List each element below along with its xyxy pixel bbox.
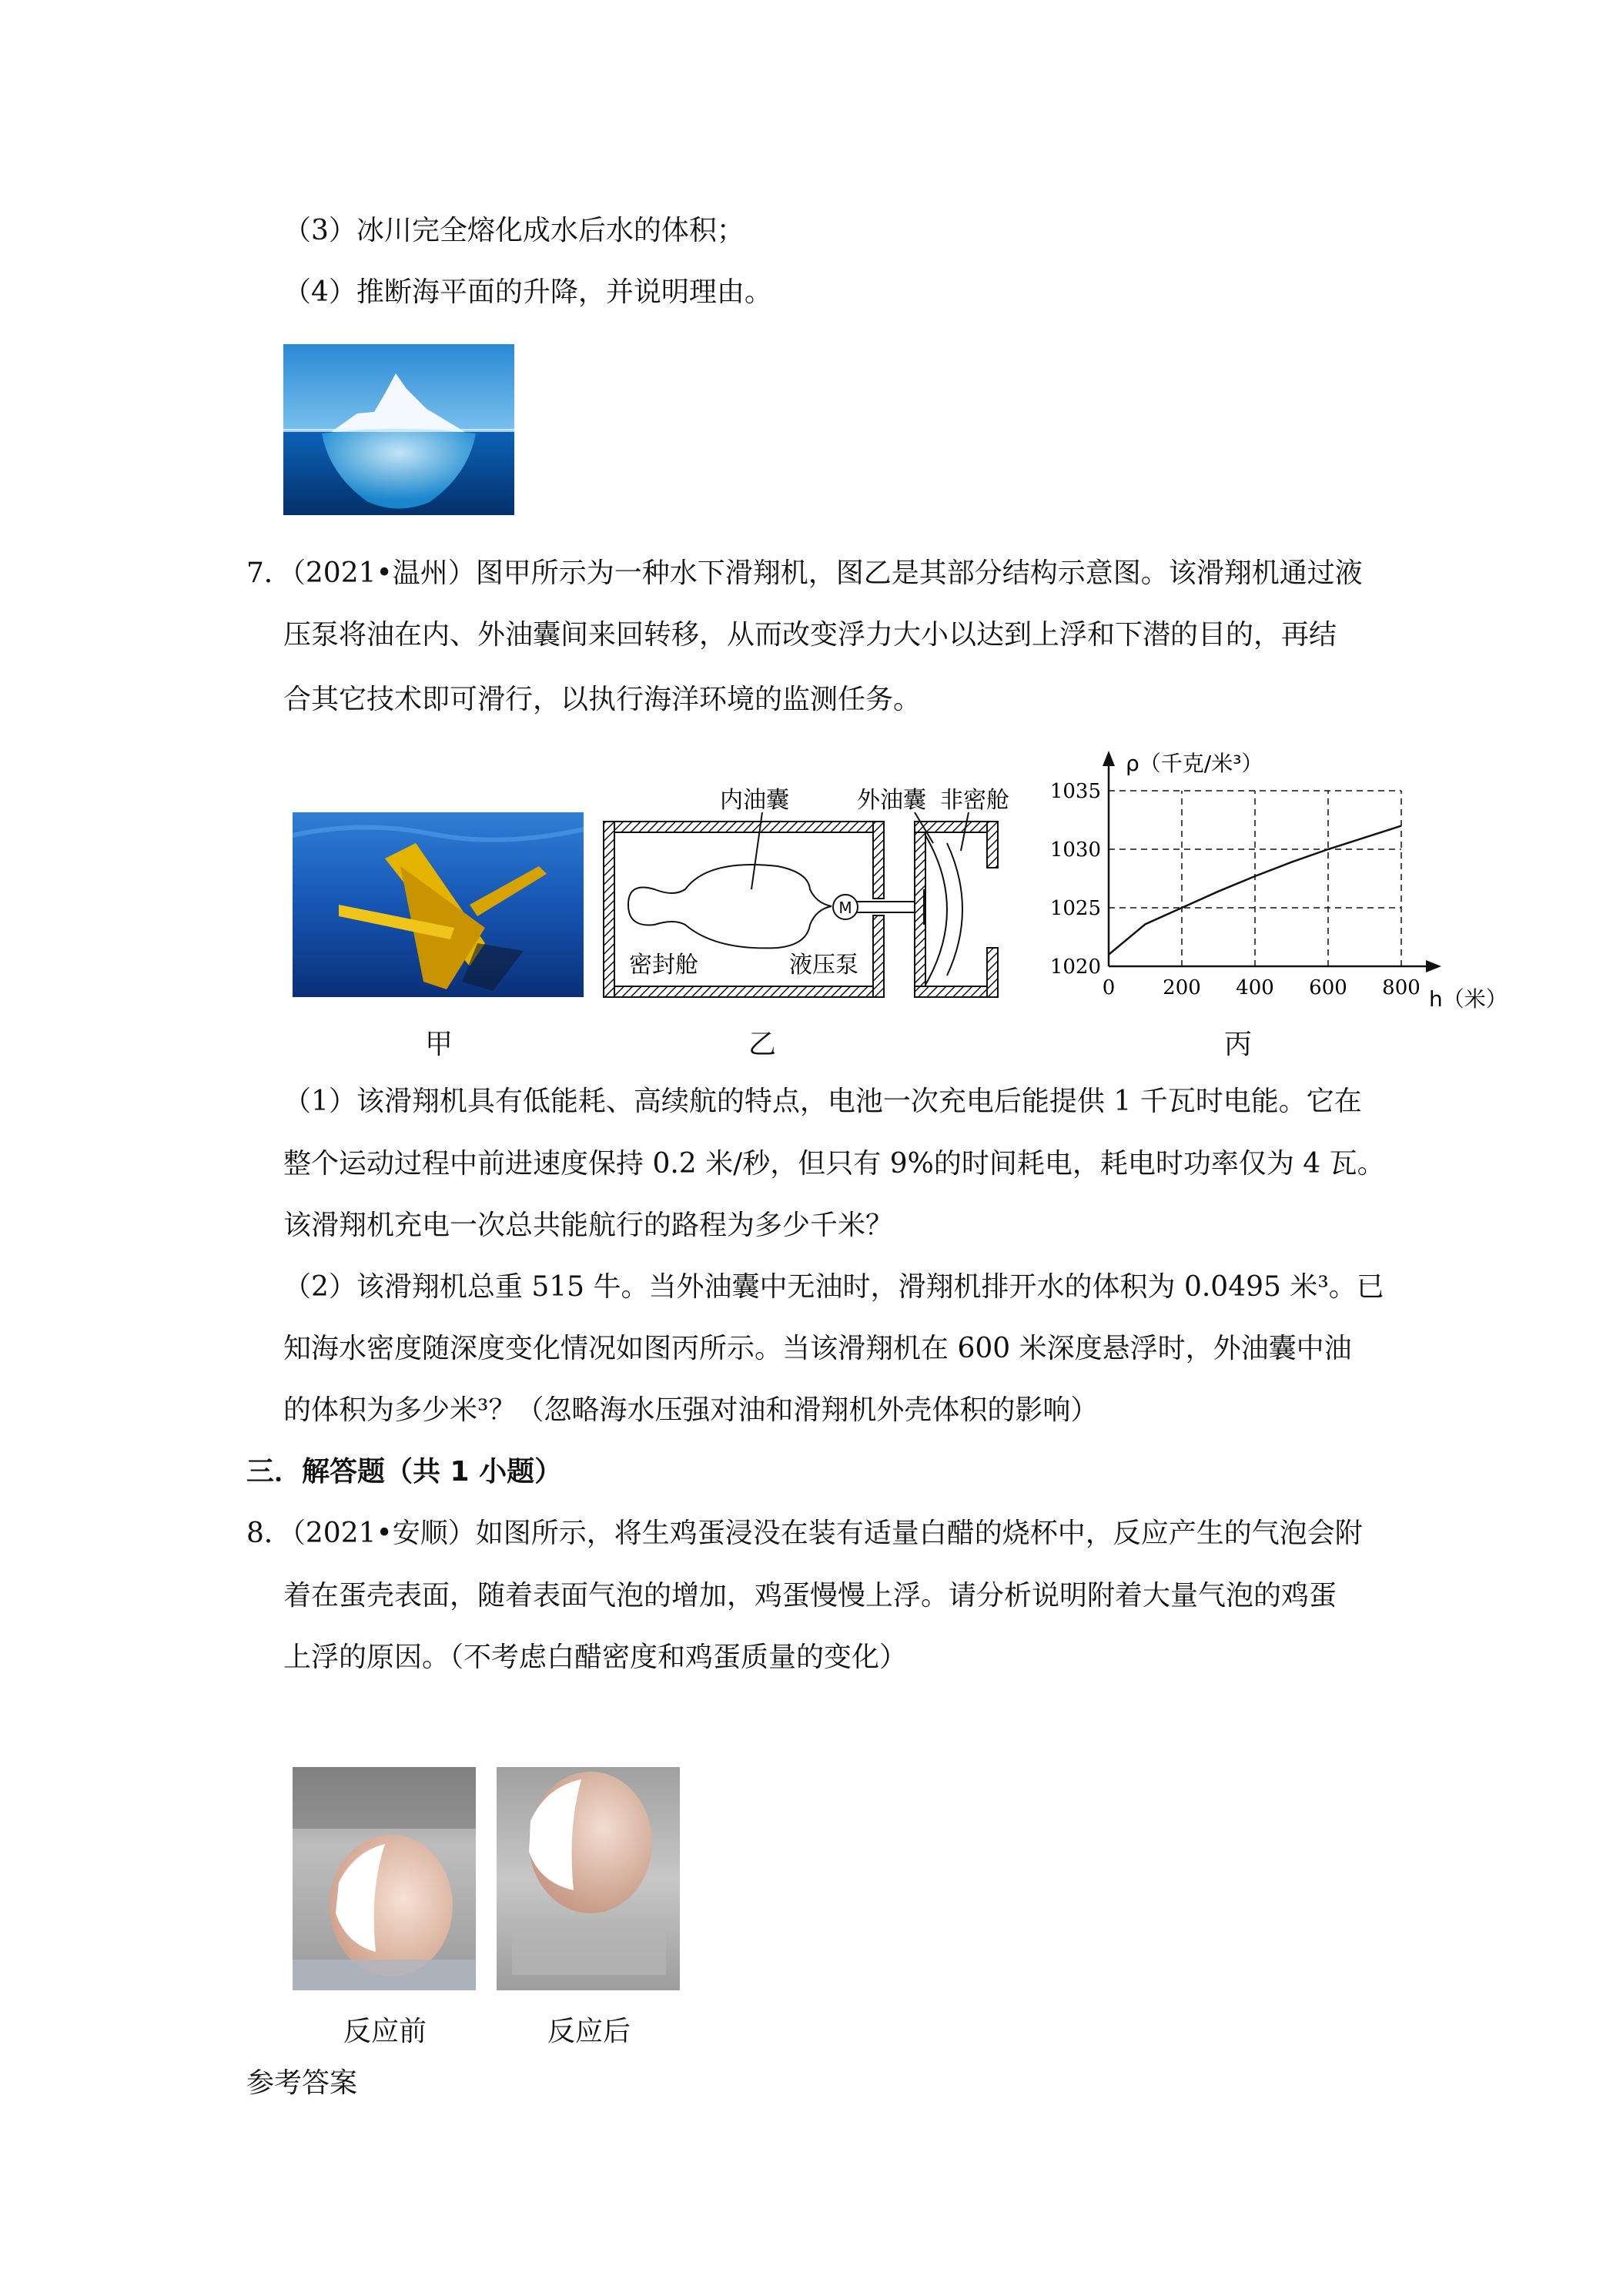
q7-part1-line1: （1）该滑翔机具有低能耗、高续航的特点，电池一次充电后能提供 1 千瓦时电能。它在: [283, 1086, 1362, 1117]
caption-yi: 乙: [748, 1029, 776, 1060]
section3-heading: 三．解答题（共 1 小题）: [246, 1456, 563, 1488]
label-inner-bag: 内油囊: [720, 787, 789, 814]
y-tick-1035: 1035: [1049, 780, 1101, 803]
structure-diagram: [601, 774, 1016, 1009]
q6-part4: （4）推断海平面的升降，并说明理由。: [283, 276, 772, 308]
q7-part2-line1: （2）该滑翔机总重 515 牛。当外油囊中无油时，滑翔机排开水的体积为 0.0495 米³。已: [283, 1271, 1384, 1303]
q7-stem-line1: 7．（2021•温州）图甲所示为一种水下滑翔机，图乙是其部分结构示意图。该滑翔机通过液: [246, 557, 1363, 589]
q7-part1-line3: 该滑翔机充电一次总共能航行的路程为多少千米？: [283, 1210, 894, 1241]
q6-part3: （3）冰川完全熔化成水后水的体积；: [283, 215, 745, 246]
q8-line1: 8．（2021•安顺）如图所示，将生鸡蛋浸没在装有适量白醋的烧杯中，反应产生的气泡会附: [246, 1518, 1363, 1549]
q7-stem-line3: 合其它技术即可滑行，以执行海洋环境的监测任务。: [283, 684, 922, 715]
motor-label: M: [838, 899, 852, 917]
q7-stem-line2: 压泵将油在内、外油囊间来回转移，从而改变浮力大小以达到上浮和下潜的目的，再结: [283, 619, 1337, 651]
label-outer-bag: 外油囊: [857, 787, 926, 814]
x-tick-0: 0: [1102, 976, 1116, 999]
chart-ylabel: ρ（千克/米³）: [1126, 751, 1263, 776]
density-chart: [1032, 743, 1509, 1012]
x-axis-arrow: [1426, 960, 1441, 972]
x-tick-800: 800: [1382, 976, 1421, 999]
answer-heading: 参考答案: [246, 2067, 358, 2099]
y-tick-1020: 1020: [1049, 956, 1101, 979]
caption-before: 反应前: [343, 2016, 427, 2047]
q8-line3: 上浮的原因。（不考虑白醋密度和鸡蛋质量的变化）: [283, 1642, 908, 1673]
egg-before-photo: [293, 1767, 476, 1990]
iceberg-image: [283, 344, 514, 515]
caption-after: 反应后: [547, 2016, 631, 2047]
q8-line2: 着在蛋壳表面，随着表面气泡的增加，鸡蛋慢慢上浮。请分析说明附着大量气泡的鸡蛋: [283, 1580, 1337, 1612]
label-unsealed-cabin: 非密舱: [940, 787, 1009, 814]
caption-bing: 丙: [1223, 1029, 1252, 1060]
x-tick-600: 600: [1309, 976, 1347, 999]
q7-part2-line2: 知海水密度随深度变化情况如图丙所示。当该滑翔机在 600 米深度悬浮时，外油囊中油: [283, 1333, 1352, 1364]
caption-jia: 甲: [424, 1029, 453, 1060]
y-tick-1030: 1030: [1049, 838, 1101, 862]
egg-after-photo: [497, 1767, 680, 1990]
glider-photo: [293, 812, 584, 997]
x-tick-200: 200: [1163, 976, 1201, 999]
label-pump: 液压泵: [789, 952, 858, 979]
q7-part2-line3: 的体积为多少米³？（忽略海水压强对油和滑翔机外壳体积的影响）: [283, 1394, 1099, 1426]
chart-xlabel: h（米）: [1429, 986, 1508, 1012]
x-tick-400: 400: [1236, 976, 1274, 999]
label-sealed-cabin: 密封舱: [629, 952, 698, 979]
y-axis-arrow: [1103, 751, 1115, 766]
y-tick-1025: 1025: [1049, 897, 1101, 920]
q7-part1-line2: 整个运动过程中前进速度保持 0.2 米/秒，但只有 9%的时间耗电，耗电时功率仅为 4 瓦。: [283, 1148, 1385, 1180]
